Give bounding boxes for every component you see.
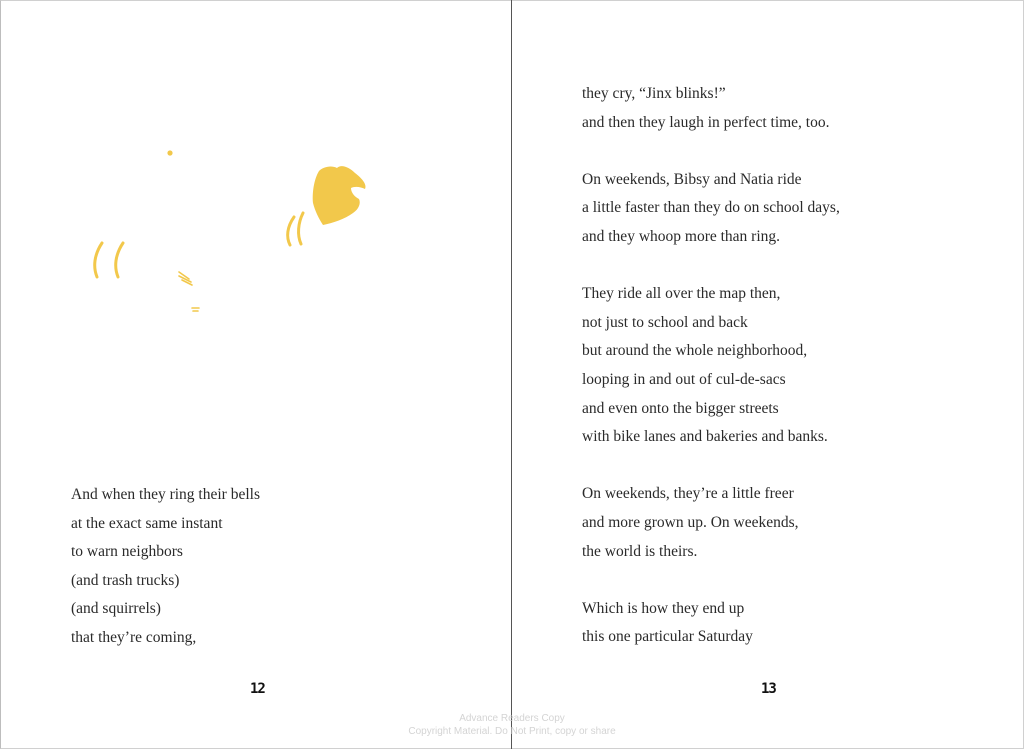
motion-line <box>299 213 303 244</box>
text-line: the world is theirs. <box>582 542 698 560</box>
text-line: a little faster than they do on school days, <box>582 199 840 217</box>
text-line: this one particular Saturday <box>582 628 753 646</box>
page-number-right: 13 <box>761 681 776 697</box>
text-line: On weekends, Bibsy and Natia ride <box>582 170 802 188</box>
motion-line <box>288 217 294 245</box>
right-page-text <box>582 80 840 652</box>
bell-ringing-illustration <box>61 131 401 331</box>
right-page <box>512 0 1024 749</box>
text-line: (and trash trucks) <box>71 571 180 589</box>
watermark-line-2: Copyright Material. Do Not Print, copy or share <box>408 726 616 737</box>
text-line: to warn neighbors <box>71 543 183 561</box>
stanza-break <box>582 252 840 281</box>
stanza-break <box>582 566 840 595</box>
text-line: but around the whole neighborhood, <box>582 342 808 360</box>
text-line: looping in and out of cul-de-sacs <box>582 370 786 388</box>
text-line: with bike lanes and bakeries and banks. <box>582 428 828 446</box>
text-line: that they’re coming, <box>71 628 197 646</box>
text-line: and even onto the bigger streets <box>582 399 779 417</box>
text-line: and more grown up. On weekends, <box>582 513 799 531</box>
page-number-left: 12 <box>250 681 265 697</box>
left-page-text <box>71 481 260 653</box>
text-line: They ride all over the map then, <box>582 285 781 303</box>
yellow-bell-ringing-icon <box>313 166 366 225</box>
text-line: not just to school and back <box>582 313 748 331</box>
text-line: and then they laugh in perfect time, too. <box>582 113 830 131</box>
text-line: Which is how they end up <box>582 599 745 617</box>
text-line: they cry, “Jinx blinks!” <box>582 85 726 102</box>
motion-line <box>95 243 102 277</box>
left-page <box>0 0 511 749</box>
text-line: On weekends, they’re a little freer <box>582 485 794 503</box>
motion-line <box>116 243 123 277</box>
text-line: and they whoop more than ring. <box>582 227 781 245</box>
watermark-line-1: Advance Readers Copy <box>459 713 565 724</box>
text-line: at the exact same instant <box>71 514 223 532</box>
stanza-break <box>582 452 840 481</box>
stanza-break <box>582 137 840 166</box>
yellow-dot-icon <box>167 150 172 155</box>
text-line: (and squirrels) <box>71 600 161 618</box>
text-line: And when they ring their bells <box>71 486 260 503</box>
